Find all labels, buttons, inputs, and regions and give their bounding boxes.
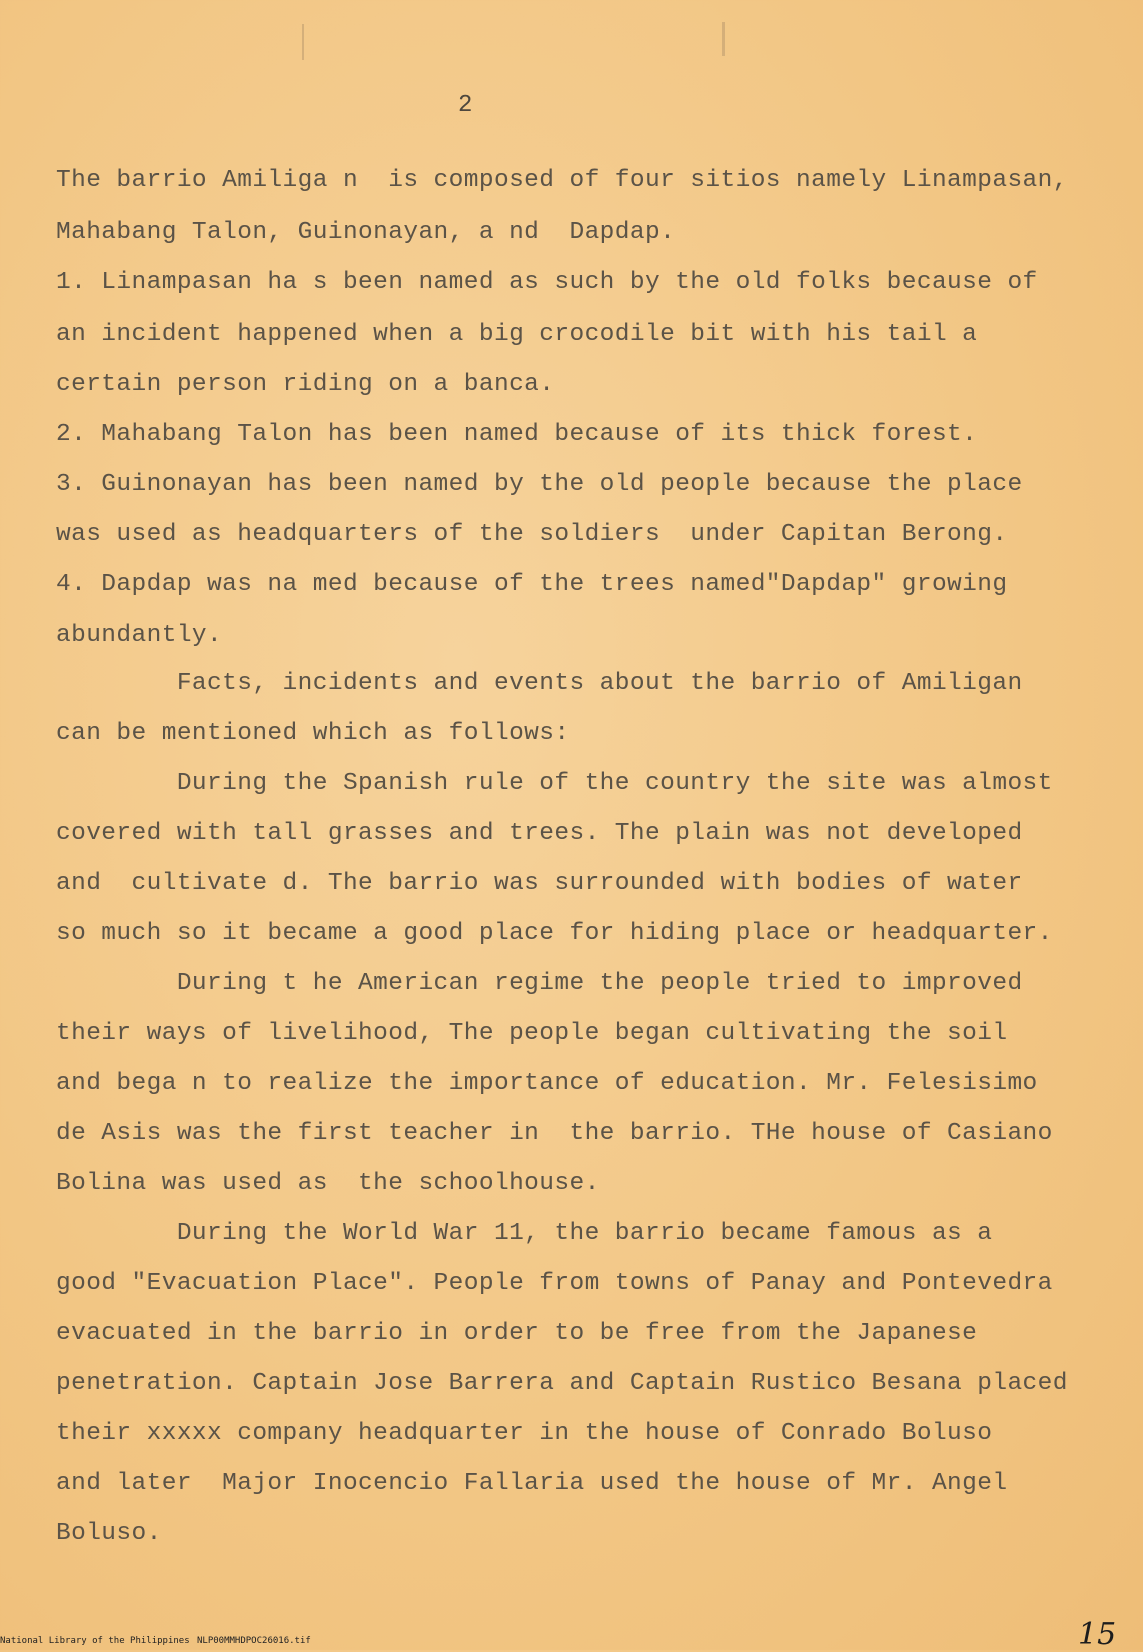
text-line: their ways of livelihood, The people began cultivating the soil [56,1020,1008,1047]
filename-label: NLP00MMHDPOC26016.tif [197,1636,311,1646]
paper-smudge [302,24,304,60]
text-line: During t he American regime the people tried to improved [56,970,1023,997]
text-line: Facts, incidents and events about the barrio of Amiligan [56,670,1023,697]
text-line: evacuated in the barrio in order to be free from the Japanese [56,1320,978,1347]
text-line: Boluso. [56,1520,162,1547]
text-line: The barrio Amiliga n is composed of four sitios namely Linampasan, [56,167,1068,194]
text-line: de Asis was the first teacher in the barrio. THe house of Casiano [56,1120,1053,1147]
text-line: and cultivate d. The barrio was surrounded with bodies of water [56,870,1023,897]
scan-footer [0,1634,1143,1650]
page-number: 2 [458,92,473,119]
text-line: penetration. Captain Jose Barrera and Captain Rustico Besana placed [56,1370,1068,1397]
text-line: 1. Linampasan ha s been named as such by the old folks because of [56,269,1038,296]
folio-number: 15 [1078,1617,1117,1652]
text-line: and bega n to realize the importance of education. Mr. Felesisimo [56,1070,1038,1097]
text-line: 2. Mahabang Talon has been named because of its thick forest. [56,421,978,448]
text-line: can be mentioned which as follows: [56,720,570,747]
text-line: Bolina was used as the schoolhouse. [56,1170,600,1197]
text-line: abundantly. [56,622,223,649]
text-line: so much so it became a good place for hiding place or headquarter. [56,920,1053,947]
text-line: certain person riding on a banca. [56,371,555,398]
text-line: their xxxxx company headquarter in the house of Conrado Boluso [56,1420,993,1447]
text-line: 3. Guinonayan has been named by the old people because the place [56,471,1023,498]
text-line: and later Major Inocencio Fallaria used the house of Mr. Angel [56,1470,1008,1497]
text-line: was used as headquarters of the soldiers under Capitan Berong. [56,521,1008,548]
paper-smudge [722,22,725,56]
text-line: good "Evacuation Place". People from towns of Panay and Pontevedra [56,1270,1053,1297]
text-line: During the World War 11, the barrio became famous as a [56,1220,993,1247]
library-label: National Library of the Philippines [0,1636,190,1646]
text-line: During the Spanish rule of the country the site was almost [56,770,1053,797]
text-line: an incident happened when a big crocodile bit with his tail a [56,321,978,348]
text-line: covered with tall grasses and trees. The plain was not developed [56,820,1023,847]
text-line: 4. Dapdap was na med because of the trees named"Dapdap" growing [56,571,1008,598]
text-line: Mahabang Talon, Guinonayan, a nd Dapdap. [56,219,676,246]
